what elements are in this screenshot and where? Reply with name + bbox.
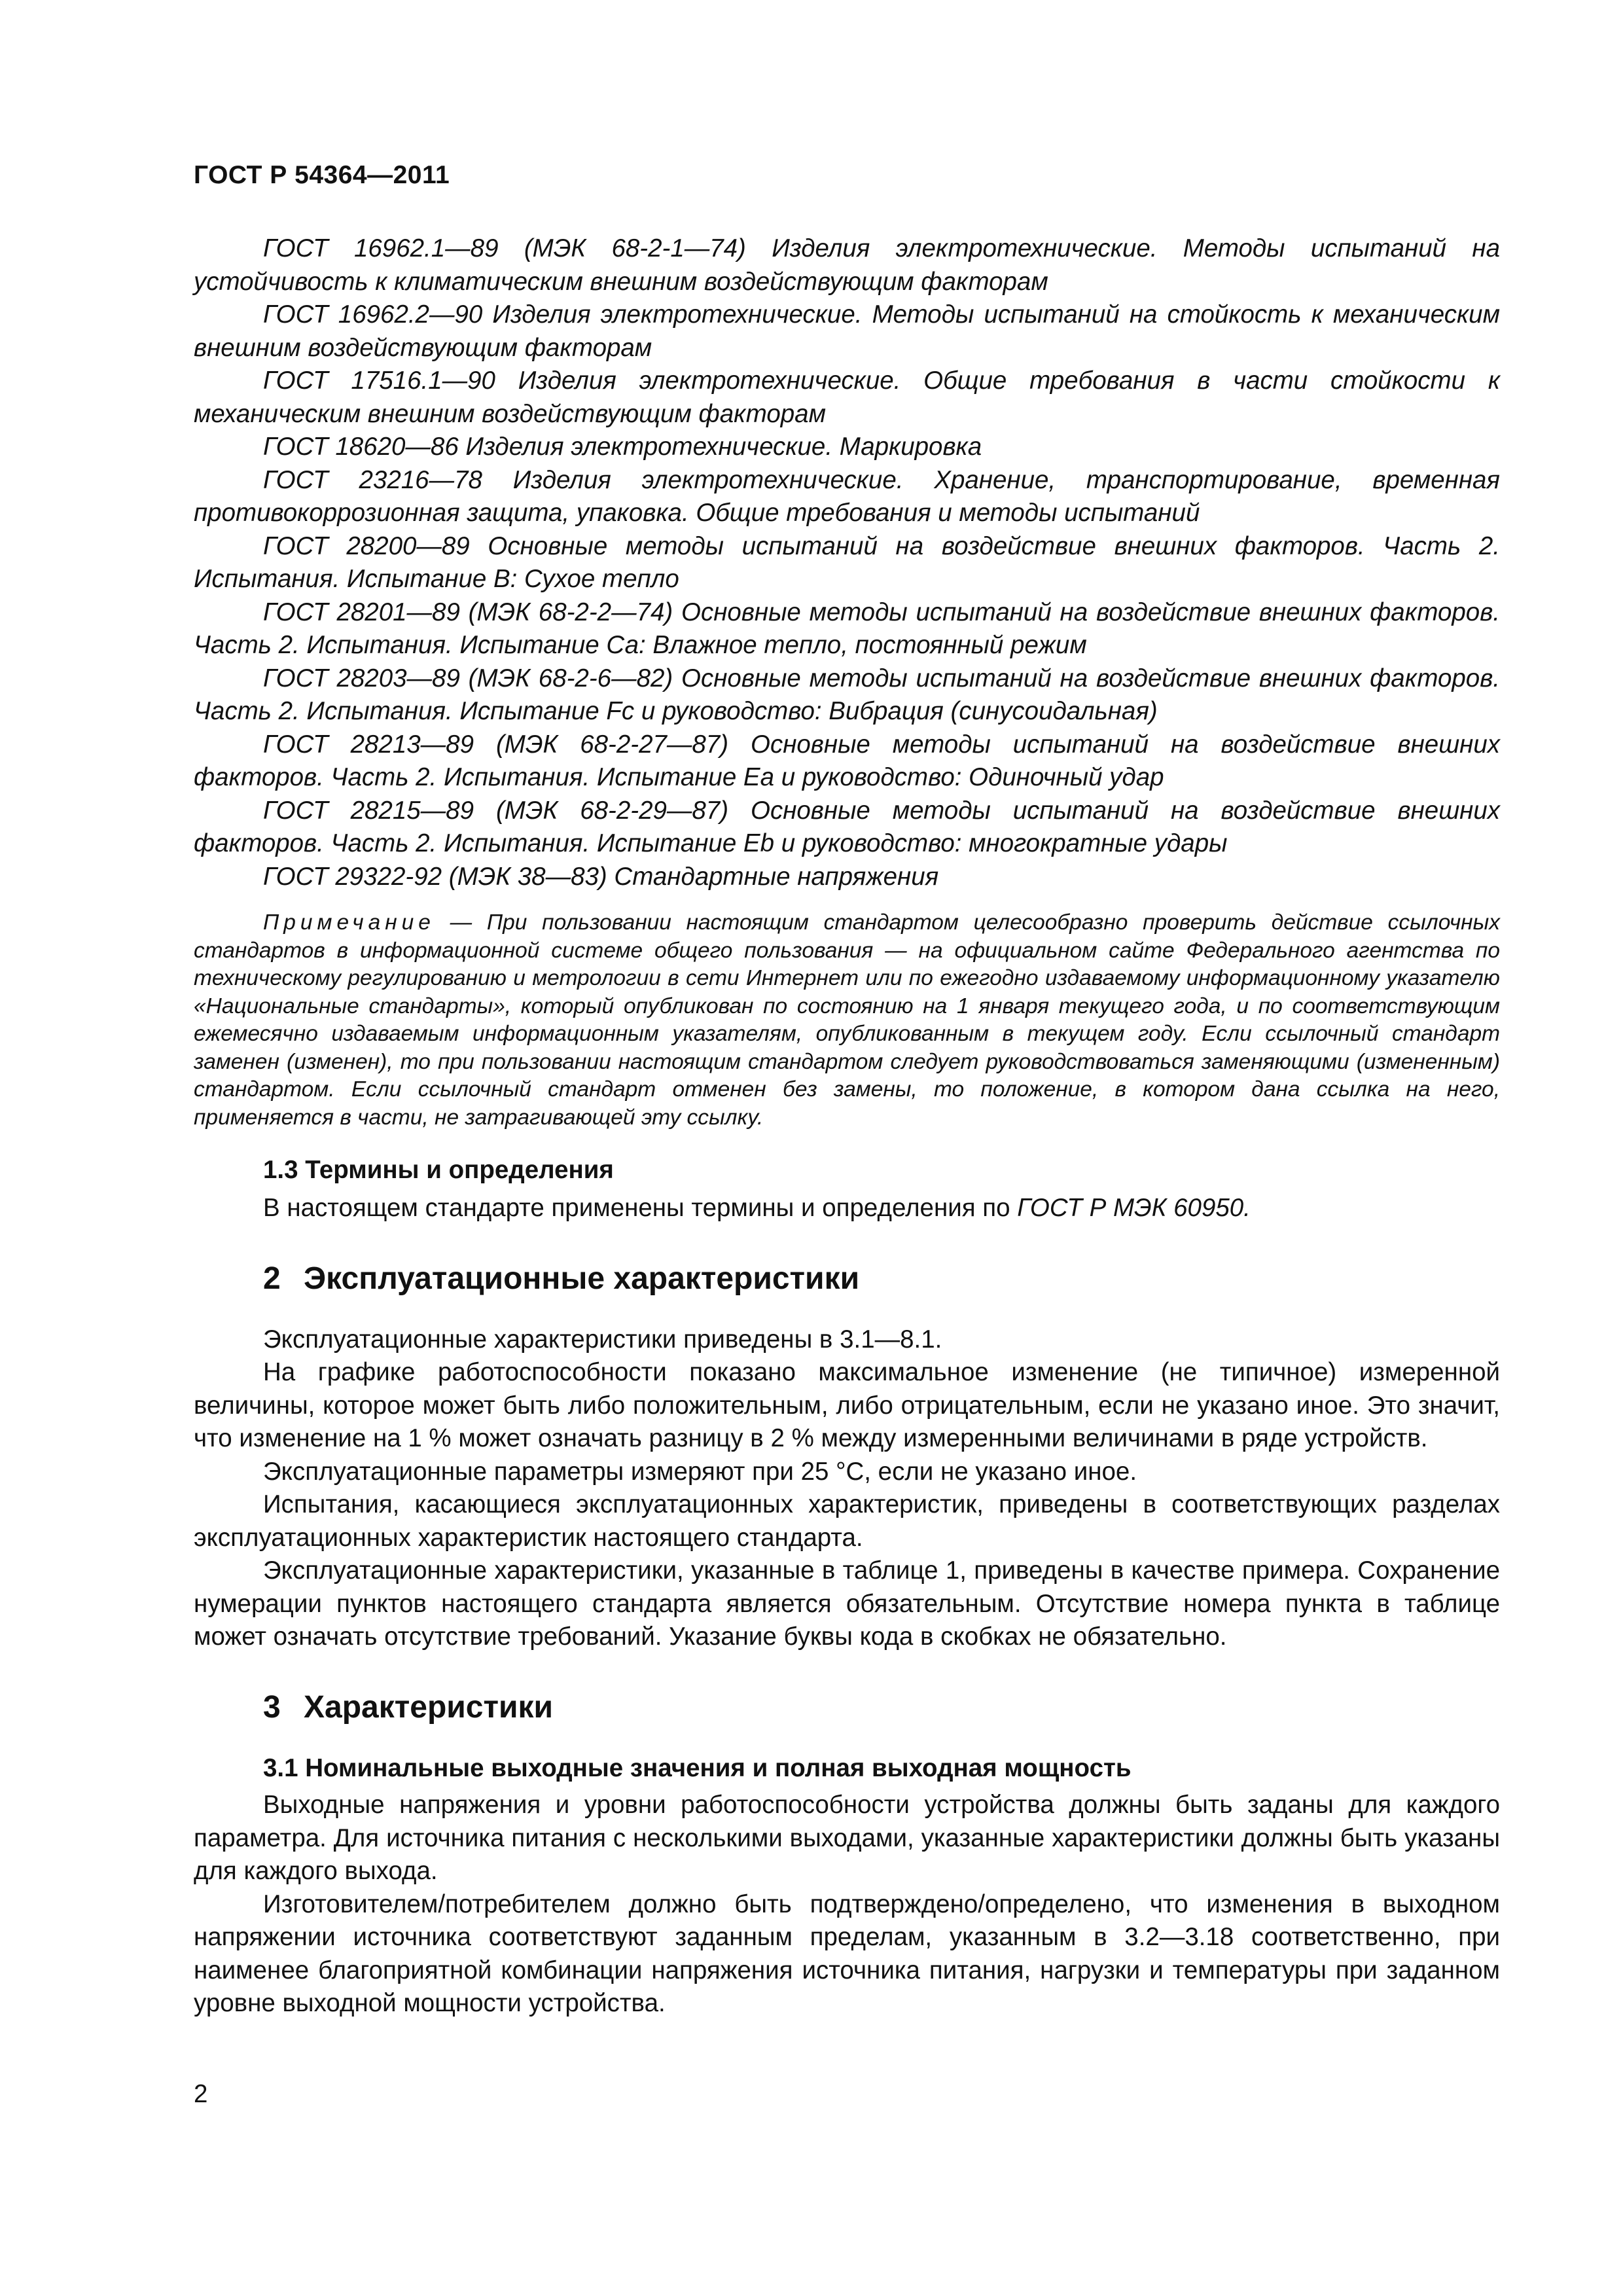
section-number: 3 [263,1689,281,1725]
section-title: Эксплуатационные характеристики [304,1261,860,1296]
subsection-heading-1-3: 1.3 Термины и определения [263,1155,614,1184]
document-code: ГОСТ Р 54364—2011 [194,161,450,189]
reference-item: ГОСТ 28203—89 (МЭК 68-2-6—82) Основные методы испытаний на воздействие внешних факторов. Часть 2. Испытания. Испытание Fc и руководство: Вибрация (синусоидальная) [194,664,1500,725]
body-paragraph: Эксплуатационные характеристики приведены в 3.1—8.1. [263,1325,942,1354]
subsection-heading-3-1: 3.1 Номинальные выходные значения и полная выходная мощность [263,1753,1132,1782]
section-title: Характеристики [304,1689,554,1725]
reference-item: ГОСТ 28200—89 Основные методы испытаний на воздействие внешних факторов. Часть 2. Испытания. Испытание В: Сухое тепло [194,531,1500,593]
terms-reference: ГОСТ Р МЭК 60950. [1017,1194,1251,1222]
reference-item: ГОСТ 29322-92 (МЭК 38—83) Стандартные напряжения [263,862,939,891]
reference-item: ГОСТ 18620—86 Изделия электротехнические. Маркировка [263,433,982,461]
reference-item: ГОСТ 28201—89 (МЭК 68-2-2—74) Основные методы испытаний на воздействие внешних факторов. Часть 2. Испытания. Испытание Са: Влажное тепло, постоянный режим [194,598,1500,659]
section-heading-2 [263,1259,1500,1299]
reference-list [194,232,1500,893]
body-paragraph: Эксплуатационные характеристики, указанные в таблице 1, приведены в качестве примера. Сохранение нумерации пунктов настоящего стандарта является обязательным. Отсутствие номера пункта в таблице может означать отсутствие требований. Указание буквы кода в скобках не обязательно. [194,1556,1500,1651]
page-number: 2 [194,2080,208,2108]
reference-item: ГОСТ 16962.2—90 Изделия электротехнические. Методы испытаний на стойкость к механическим внешним воздействующим факторам [194,300,1500,362]
section-number: 2 [263,1261,281,1296]
note-text: — При пользовании настоящим стандартом целесообразно проверить действие ссылочных стандартов в информационной системе общего пользования — на официальном сайте Федерального агентства по техническому регулированию и метрологии в сети Интернет или по ежегодно издаваемому информационному указателю «Национальные стандарты», который опубликован по состоянию на 1 января текущего года, и по соответствующим ежемесячно издаваемым информационным указателям, опубликованным в текущем году. Если ссылочный стандарт заменен (изменен), то при пользовании настоящим стандартом следует руководствоваться заменяющими (измененным) стандартом. Если ссылочный стандарт отменен без замены, то положение, в котором дана ссылка на него, применяется в части, не затрагивающей эту ссылку. [194,910,1500,1130]
terms-text: В настоящем стандарте применены термины и определения по [263,1194,1018,1222]
terms-paragraph [194,1192,1500,1225]
note-paragraph [194,909,1500,1132]
reference-item: ГОСТ 28213—89 (МЭК 68-2-27—87) Основные методы испытаний на воздействие внешних факторов. Часть 2. Испытания. Испытание Еа и руководство: Одиночный удар [194,730,1500,791]
body-paragraph: Выходные напряжения и уровни работоспособности устройства должны быть заданы для каждого параметра. Для источника питания с несколькими выходами, указанные характеристики должны быть указаны для каждого выхода. [194,1791,1500,1885]
reference-item: ГОСТ 16962.1—89 (МЭК 68-2-1—74) Изделия электротехнические. Методы испытаний на устойчивость к климатическим внешним воздействующим факторам [194,234,1500,296]
body-paragraph: Эксплуатационные параметры измеряют при 25 °С, если не указано иное. [263,1457,1137,1486]
body-paragraph: На графике работоспособности показано максимальное изменение (не типичное) измеренной величины, которое может быть либо положительным, либо отрицательным, если не указано иное. Это значит, что изменение на 1 % может означать разницу в 2 % между измеренными величинами в ряде устройств. [194,1358,1500,1452]
reference-item: ГОСТ 17516.1—90 Изделия электротехнические. Общие требования в части стойкости к механическим внешним воздействующим факторам [194,367,1500,428]
page-body [194,232,1500,2020]
reference-item: ГОСТ 28215—89 (МЭК 68-2-29—87) Основные методы испытаний на воздействие внешних факторов. Часть 2. Испытания. Испытание Eb и руководство: многократные удары [194,796,1500,857]
body-paragraph: Испытания, касающиеся эксплуатационных характеристик, приведены в соответствующих разделах эксплуатационных характеристик настоящего стандарта. [194,1490,1500,1552]
section-heading-3 [263,1688,1500,1727]
reference-item: ГОСТ 23216—78 Изделия электротехнические. Хранение, транспортирование, временная противокоррозионная защита, упаковка. Общие требования и методы испытаний [194,465,1500,527]
note-label: Примечание [263,910,435,935]
body-paragraph: Изготовителем/потребителем должно быть подтверждено/определено, что изменения в выходном напряжении источника соответствуют заданным пределам, указанным в 3.2—3.18 соответственно, при наименее благоприятной комбинации напряжения источника питания, нагрузки и температуры при заданном уровне выходной мощности устройства. [194,1890,1500,2017]
